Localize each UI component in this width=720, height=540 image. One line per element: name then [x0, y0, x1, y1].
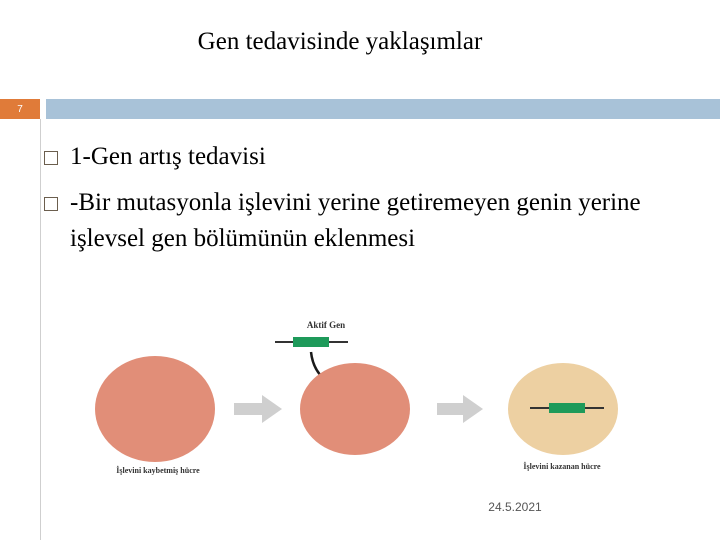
process-arrow-icon [437, 395, 483, 423]
right-cell-label: İşlevini kazanan hücre [523, 462, 601, 471]
slide-title: Gen tedavisinde yaklaşımlar [197, 28, 483, 55]
gene-segment [549, 403, 585, 413]
target-cell [300, 363, 410, 455]
defective-cell [95, 356, 215, 462]
process-arrow-icon [234, 395, 282, 423]
active-gene-label: Aktif Gen [306, 320, 346, 330]
left-cell-label: İşlevini kaybetmiş hücre [116, 466, 200, 475]
slide-date: 24.5.2021 [488, 500, 542, 514]
slide-number: 7 [0, 99, 40, 119]
bullet-text: 1-Gen artış tedavisi [70, 143, 266, 170]
gene-segment [293, 337, 329, 347]
bullet-text: -Bir mutasyonla işlevini yerine getiremeyen genin yerine işlevsel gen bölümünün eklenmesi [70, 189, 641, 252]
